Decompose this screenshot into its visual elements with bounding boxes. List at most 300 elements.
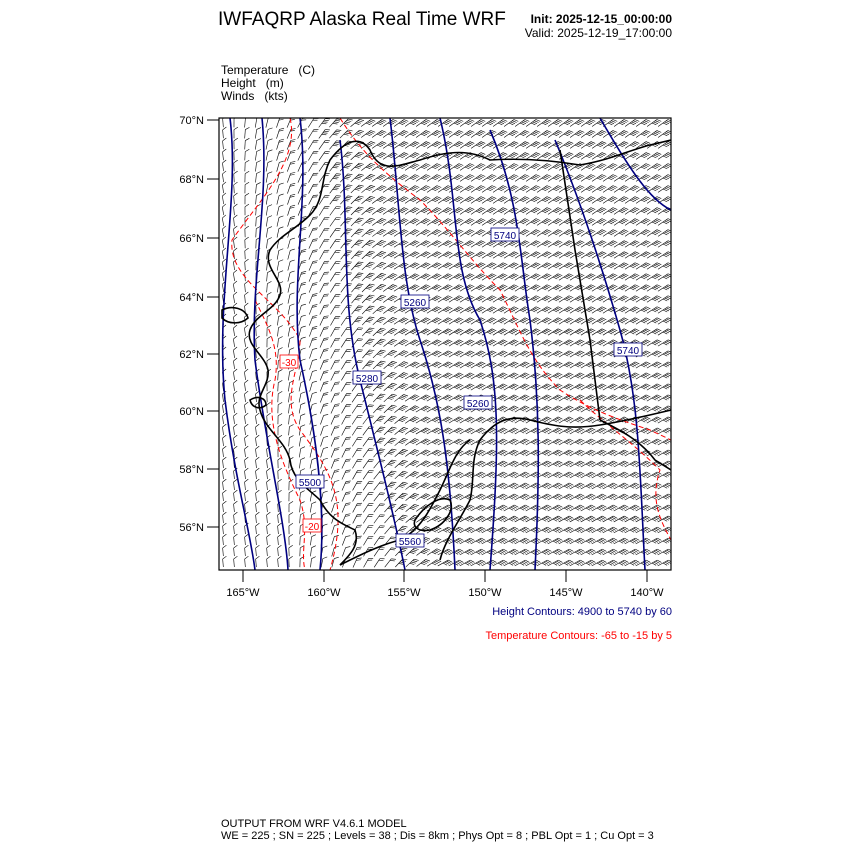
barb-shaft: [319, 218, 324, 227]
wind-barb: [625, 217, 639, 228]
wind-barb: [416, 173, 430, 184]
wind-barb: [548, 206, 562, 217]
wind-barb: [222, 171, 227, 182]
wind-barb: [493, 195, 507, 206]
wind-barb: [504, 118, 518, 130]
barb-flag: [268, 149, 272, 152]
barb-shaft: [277, 129, 280, 138]
barb-flag: [233, 204, 237, 207]
wind-barb: [330, 150, 342, 163]
wind-barb: [351, 183, 364, 196]
wind-barb: [383, 140, 397, 152]
wind-barb: [330, 172, 341, 185]
wind-barb: [362, 249, 375, 261]
wind-barb: [438, 239, 452, 250]
barb-shaft: [309, 228, 313, 237]
barb-flag: [222, 248, 226, 251]
wind-barb: [372, 173, 386, 184]
wind-barb: [449, 195, 463, 206]
wind-barb: [438, 195, 452, 206]
wind-barb: [361, 162, 375, 174]
barb-shaft: [298, 151, 302, 160]
wind-barb: [482, 118, 496, 130]
wind-barb: [383, 239, 397, 250]
wind-barb: [256, 171, 261, 183]
wind-barb: [658, 239, 672, 250]
barb-flag: [291, 160, 296, 164]
wind-barb: [277, 138, 284, 151]
wind-barb: [394, 151, 408, 163]
barb-flag: [245, 215, 249, 218]
barb-shaft: [256, 185, 257, 194]
wind-barb: [592, 206, 606, 217]
wind-barb: [515, 162, 529, 174]
barb-flag: [257, 127, 261, 130]
barb-flag: [234, 182, 238, 185]
barb-flag: [291, 149, 296, 153]
wind-barb: [515, 140, 529, 152]
wind-barb: [603, 195, 617, 206]
wind-barb: [340, 205, 352, 218]
barb-shaft: [266, 140, 268, 149]
barb-shaft: [308, 140, 313, 149]
wind-barb: [405, 228, 419, 239]
wind-barb: [658, 195, 672, 206]
wind-barb: [460, 162, 474, 174]
wind-barb: [471, 217, 485, 228]
wind-barb: [222, 193, 228, 204]
wind-barb: [245, 138, 250, 150]
barb-flag: [279, 193, 283, 196]
wind-barb: [394, 140, 408, 152]
wind-barb: [351, 205, 364, 218]
wind-barb: [460, 217, 474, 228]
wind-barb: [537, 162, 551, 174]
wind-barb: [405, 118, 419, 130]
barb-shaft: [234, 185, 235, 193]
wind-barb: [287, 182, 295, 195]
wind-barb: [383, 206, 397, 217]
barb-flag: [268, 160, 272, 163]
wind-barb: [515, 184, 529, 195]
plot-title: IWFAQRP Alaska Real Time WRF: [218, 9, 506, 31]
barb-flag: [302, 226, 307, 230]
barb-shaft: [256, 174, 257, 183]
wind-barb: [405, 217, 419, 228]
wind-barb: [636, 206, 650, 217]
wind-barb: [383, 195, 397, 206]
wind-barb: [471, 129, 485, 141]
barb-flag: [256, 215, 260, 218]
barb-shaft: [276, 118, 279, 127]
wind-barb: [245, 182, 249, 193]
barb-flag: [268, 138, 272, 141]
barb-shaft: [223, 130, 224, 138]
barb-flag: [245, 171, 249, 174]
wind-barb: [471, 206, 485, 217]
wind-barb: [658, 206, 672, 217]
barb-flag: [279, 204, 283, 207]
wind-barb: [603, 239, 617, 250]
wind-barb: [266, 204, 272, 216]
wind-barb: [614, 118, 628, 130]
barb-shaft: [266, 218, 267, 227]
barb-shaft: [330, 174, 337, 183]
wind-barb: [416, 206, 430, 217]
wind-barb: [647, 239, 661, 250]
wind-barb: [372, 239, 386, 251]
wind-barb: [460, 118, 474, 130]
wind-barb: [548, 118, 562, 130]
barb-shaft: [256, 196, 257, 205]
wind-barb: [320, 248, 330, 261]
wind-barb: [493, 184, 507, 195]
barb-flag: [222, 226, 226, 229]
barb-shaft: [277, 250, 279, 259]
wind-barb: [647, 151, 661, 163]
wind-barb: [245, 226, 249, 237]
wind-barb: [330, 227, 341, 240]
wind-barb: [482, 217, 496, 228]
wind-barb: [394, 250, 408, 261]
wind-barb: [504, 129, 518, 141]
wind-barb: [255, 149, 260, 161]
barb-flag: [279, 182, 283, 185]
barb-flag: [245, 182, 249, 185]
barb-shaft: [319, 152, 325, 161]
wind-barb: [460, 140, 474, 152]
barb-shaft: [222, 229, 223, 237]
barb-shaft: [266, 240, 267, 249]
wind-barb: [471, 239, 485, 250]
barb-shaft: [319, 130, 325, 139]
wind-barb: [330, 238, 341, 251]
barb-flag: [302, 248, 307, 252]
barb-flag: [279, 215, 283, 218]
wind-barb: [362, 195, 375, 207]
wind-barb: [372, 118, 386, 130]
wind-barb: [625, 173, 639, 184]
wind-barb: [647, 118, 661, 130]
barb-flag: [245, 237, 249, 240]
wind-barb: [603, 217, 617, 228]
wind-barb: [559, 129, 573, 141]
barb-flag: [233, 193, 237, 196]
barb-flag: [256, 182, 260, 185]
wind-barb: [636, 162, 650, 174]
barb-flag: [313, 248, 318, 252]
wind-barb: [255, 127, 261, 139]
wind-barb: [288, 204, 296, 217]
barb-flag: [233, 248, 237, 251]
barb-shaft: [288, 250, 290, 259]
wind-barb: [416, 250, 430, 261]
barb-flag: [245, 204, 249, 207]
wind-barb: [416, 195, 430, 206]
wind-barb: [603, 228, 617, 239]
wind-barb: [460, 195, 474, 206]
wind-barb: [493, 118, 507, 130]
wind-barb: [647, 206, 661, 217]
barb-shaft: [222, 185, 223, 193]
wind-barb: [603, 162, 617, 174]
wind-barb: [548, 129, 562, 141]
barb-shaft: [277, 184, 279, 193]
wind-barb: [559, 228, 573, 239]
barb-shaft: [234, 229, 235, 237]
barb-flag: [222, 171, 226, 174]
wind-barb: [266, 226, 271, 238]
barb-shaft: [266, 129, 268, 138]
barb-shaft: [287, 162, 290, 171]
wind-barb: [559, 118, 573, 130]
wind-barb: [362, 228, 375, 240]
barb-flag: [279, 171, 284, 174]
barb-shaft: [330, 163, 337, 172]
wind-barb: [449, 140, 463, 152]
wind-barb: [548, 173, 562, 184]
wind-barb: [460, 173, 474, 184]
wind-barb: [427, 129, 441, 141]
wind-barb: [581, 173, 595, 184]
wind-barb: [416, 239, 430, 250]
barb-shaft: [319, 119, 325, 128]
wind-barb: [471, 184, 485, 195]
wind-barb: [330, 183, 341, 196]
wind-barb: [394, 206, 408, 217]
wind-barb: [570, 129, 584, 141]
barb-flag: [290, 248, 295, 251]
wind-barb: [351, 150, 364, 162]
wind-barb: [416, 184, 430, 195]
wind-barb: [222, 160, 227, 171]
wind-barb: [383, 217, 397, 228]
wind-barb: [614, 206, 628, 217]
barb-shaft: [309, 250, 313, 259]
wind-barb: [330, 216, 341, 229]
wind-barb: [548, 162, 562, 174]
wind-barb: [603, 206, 617, 217]
wind-barb: [471, 195, 485, 206]
wind-barb: [548, 239, 562, 250]
wind-barb: [471, 162, 485, 174]
wind-barb: [266, 160, 272, 172]
valid-time: Valid: 2025-12-19_17:00:00: [525, 26, 672, 40]
barb-flag: [257, 138, 261, 141]
barb-flag: [222, 127, 226, 130]
barb-flag: [233, 215, 237, 218]
barb-shaft: [288, 239, 291, 248]
wind-barb: [234, 149, 238, 160]
wind-barb: [625, 129, 639, 141]
barb-flag: [268, 226, 272, 229]
wind-barb: [460, 239, 474, 250]
wind-barb: [647, 228, 661, 239]
wind-barb: [636, 129, 650, 141]
wind-barb: [383, 250, 397, 261]
wind-barb: [504, 162, 518, 174]
barb-flag: [245, 248, 249, 251]
wind-barb: [482, 173, 496, 184]
wind-barb: [351, 129, 364, 141]
wind-barb: [222, 237, 228, 248]
wind-barb: [222, 226, 228, 237]
wind-barb: [245, 215, 249, 226]
wind-barb: [449, 206, 463, 217]
barb-shaft: [222, 207, 223, 215]
wind-barb: [537, 206, 551, 217]
wind-barb: [603, 140, 617, 152]
barb-shaft: [330, 240, 336, 249]
wind-barb: [372, 217, 386, 229]
wind-barb: [234, 171, 239, 182]
wind-barb: [233, 215, 238, 226]
barb-flag: [313, 237, 318, 241]
wind-barb: [515, 195, 529, 206]
barb-shaft: [255, 129, 256, 138]
barb-shaft: [277, 228, 279, 237]
wind-barb: [537, 140, 551, 152]
barb-shaft: [277, 162, 280, 171]
wind-barb: [614, 184, 628, 195]
wind-barb: [266, 171, 272, 183]
barb-flag: [233, 226, 237, 229]
wind-barb: [233, 204, 238, 215]
wind-barb: [438, 184, 452, 195]
wind-barb: [625, 195, 639, 206]
wind-barb: [372, 140, 386, 152]
wind-barb: [309, 171, 319, 184]
wind-barb: [515, 173, 529, 184]
wind-barb: [614, 217, 628, 228]
wind-barb: [482, 162, 496, 174]
wind-barb: [245, 237, 249, 248]
wind-barb: [309, 226, 318, 239]
barb-flag: [268, 171, 272, 174]
barb-shaft: [222, 174, 223, 182]
barb-flag: [234, 171, 238, 174]
wind-barb: [416, 162, 430, 174]
wind-barb: [636, 151, 650, 163]
wind-barb: [256, 182, 261, 194]
wind-barb: [277, 204, 284, 217]
wind-barb: [647, 162, 661, 174]
barb-flag: [256, 226, 260, 229]
barb-flag: [279, 226, 283, 229]
wind-barb: [308, 127, 318, 140]
wind-barb: [351, 216, 363, 229]
wind-barb: [372, 195, 386, 207]
wind-barb: [614, 173, 628, 184]
barb-shaft: [287, 184, 290, 193]
wind-barb: [255, 160, 260, 172]
barb-shaft: [298, 162, 302, 171]
wind-barb: [537, 228, 551, 239]
wind-barb: [614, 239, 628, 250]
wind-barb: [245, 160, 249, 171]
barb-shaft: [234, 196, 235, 204]
wind-barb: [361, 118, 375, 130]
wind-barb: [427, 217, 441, 228]
barb-shaft: [330, 251, 336, 260]
barb-shaft: [309, 173, 314, 182]
wind-barb: [427, 173, 441, 184]
barb-flag: [245, 226, 249, 229]
barb-shaft: [288, 206, 291, 215]
barb-flag: [222, 215, 226, 218]
wind-barb: [504, 151, 518, 163]
barb-shaft: [319, 228, 324, 237]
wind-barb: [427, 195, 441, 206]
barb-shaft: [255, 163, 256, 172]
field-unit: (m): [266, 76, 284, 90]
wind-barb: [636, 195, 650, 206]
wind-barbs: [222, 116, 672, 570]
wind-barb: [256, 215, 261, 227]
wind-barb: [340, 216, 352, 229]
barb-shaft: [267, 251, 268, 260]
wind-barb: [394, 217, 408, 228]
wind-barb: [383, 129, 397, 141]
wind-barb: [372, 250, 386, 262]
barb-shaft: [308, 118, 314, 127]
wind-barb: [625, 228, 639, 239]
wind-barb: [362, 238, 375, 250]
barb-shaft: [234, 207, 235, 215]
wind-barb: [625, 184, 639, 195]
wind-barb: [222, 127, 227, 138]
wind-barb: [427, 118, 441, 130]
barb-shaft: [266, 195, 267, 204]
wind-barb: [222, 182, 227, 193]
wind-barb: [309, 215, 318, 228]
wind-barb: [647, 173, 661, 184]
wind-barb: [581, 151, 595, 163]
barb-shaft: [330, 185, 337, 194]
wind-barb: [570, 140, 584, 152]
barb-shaft: [309, 195, 314, 204]
barb-shaft: [319, 207, 324, 216]
barb-shaft: [223, 152, 224, 160]
wind-barb: [504, 206, 518, 217]
wind-barb: [647, 217, 661, 228]
wind-barb: [493, 206, 507, 217]
wind-barb: [266, 237, 271, 249]
wind-barb: [427, 228, 441, 239]
wind-barb: [329, 117, 341, 130]
wind-barb: [526, 118, 540, 130]
wind-barb: [449, 129, 463, 141]
wind-barb: [405, 173, 419, 184]
wind-barb: [592, 228, 606, 239]
barb-flag: [222, 193, 226, 196]
wind-barb: [362, 217, 375, 229]
wind-barb: [515, 118, 529, 130]
wind-barb: [614, 129, 628, 141]
wind-barb: [658, 162, 672, 174]
barb-flag: [268, 237, 272, 240]
barb-shaft: [222, 196, 223, 204]
wind-barb: [362, 206, 375, 218]
wind-barb: [592, 217, 606, 228]
wind-barb: [647, 129, 661, 141]
wind-barb: [460, 228, 474, 239]
barb-flag: [245, 127, 249, 130]
barb-shaft: [330, 229, 336, 238]
wind-barb: [515, 151, 529, 163]
wind-barb: [460, 206, 474, 217]
wind-barb: [319, 204, 329, 217]
